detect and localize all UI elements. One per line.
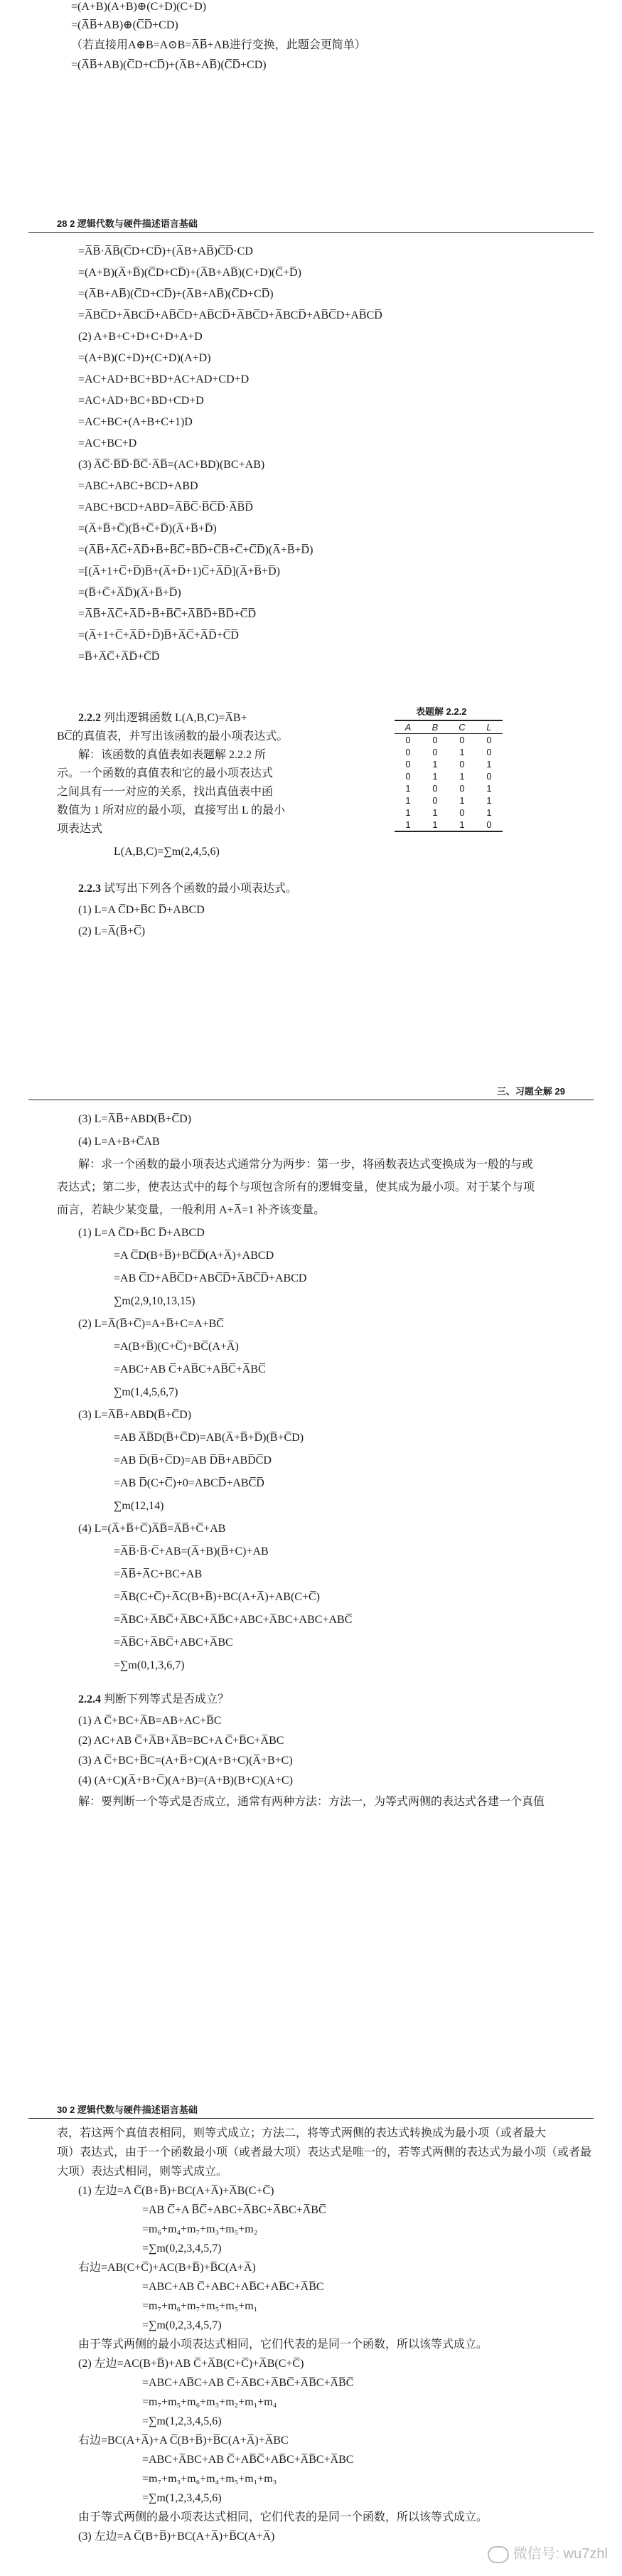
problem-line: [78, 1693, 229, 1707]
expr-line: =∑m(0,2,3,4,5,7): [142, 2242, 222, 2255]
problem-text: 判断下列等式是否成立？: [104, 1693, 230, 1705]
answer-line: 解：要判断一个等式是否成立，通常有两种方法：方法一，为等式两侧的表达式各建一个真值: [78, 1796, 545, 1808]
truth-table-cell: 0: [459, 735, 465, 745]
truth-table-cell: 0: [432, 783, 438, 794]
problem-text: 试写出下列各个函数的最小项表达式。: [104, 883, 298, 895]
expr-line: =ABC+AB C̅+ABC+AB̅C+AB̅C+A̅B̅C: [142, 2281, 324, 2293]
page-header: 28 2 逻辑代数与硬件描述语言基础: [57, 218, 198, 229]
expr-line: =∑m(0,2,3,4,5,7): [142, 2319, 222, 2331]
truth-table-row: [395, 746, 503, 758]
expr-line: =[(A̅+1+C̅+D̅)B̅+(A̅+D̅+1)C̅+A̅D̅](A̅+B̅+D̅): [78, 565, 280, 578]
truth-table-cell: 0: [432, 795, 438, 806]
expr-line: (2) L=A̅(B̅+C̅)=A+B̅+C=A+BC̅: [78, 1318, 224, 1330]
expr-line: =AC+AD+BC+BD+CD+D: [78, 395, 204, 407]
expr-line: (1) 左边=A C̅(B+B̅)+BC(A+A̅)+A̅B(C+C̅): [78, 2185, 274, 2197]
header-c: C: [449, 720, 476, 734]
expr-line: 表达式；第二步，使表达式中的每个与项包含所有的逻辑变量，使其成为最小项。对于某个与项: [57, 1181, 535, 1193]
expr-line: =ABC+AB C̅+AB̅C+AB̅C̅+A̅BC̅: [114, 1363, 266, 1375]
expr-line: =A̅BC+A̅BC̅+A̅BC+A̅B̅C+ABC+A̅BC+ABC+ABC̅: [114, 1614, 353, 1626]
expr-line: 右边=AB(C+C̅)+AC(B+B̅)+B̅C(A+A̅): [78, 2262, 256, 2274]
expr-line: =ABC+BCD+ABD=A̅B̅C̅·B̅C̅D̅·A̅B̅D̅: [78, 501, 253, 513]
expr-line: =∑m(1,2,3,4,5,6): [142, 2492, 222, 2504]
truth-table-cell: 0: [432, 735, 438, 745]
truth-table-cell: 0: [432, 747, 438, 757]
answer-line: 数值为 1 所对应的最小项，直接写出 L 的最小: [57, 804, 286, 816]
page-header: 三、习题全解 29: [496, 1086, 565, 1097]
header-b: B: [422, 720, 449, 734]
answer-expr: L(A,B,C)=∑m(2,4,5,6): [114, 846, 220, 858]
truth-table-cell: 1: [405, 783, 411, 794]
expr-line: 由于等式两侧的最小项表达式相同，它们代表的是同一个函数，所以该等式成立。: [78, 2338, 488, 2351]
expr-line: 而言，若缺少某变量，一般利用 A+A̅=1 补齐该变量。: [57, 1204, 326, 1216]
problem-text: 列出逻辑函数 L(A,B,C)=A̅B+: [104, 712, 247, 724]
answer-line: 示。一个函数的真值表和它的最小项表达式: [57, 767, 274, 779]
problem-number: 2.2.3: [78, 883, 101, 895]
expr-line: =(A̅+B̅+C̅)(B̅+C̅+D̅)(A̅+B̅+D̅): [78, 523, 217, 535]
expr-line: =(B̅+C̅+A̅D̅)(A̅+B̅+D̅): [78, 587, 181, 599]
truth-table-cell: 1: [405, 795, 411, 806]
expr-line: (4) L=(A̅+B̅+C̅)A̅B̅=A̅B̅+C̅+AB: [78, 1523, 226, 1535]
sub-question: (1) A C̅+BC+A̅B=AB+AC+B̅C: [78, 1715, 222, 1727]
expr-line: =AC+BC+(A+B+C+1)D: [78, 416, 193, 428]
truth-table-cell: 0: [486, 771, 492, 782]
expr-line: =(A̅B̅+A̅C̅+A̅D̅+B̅+B̅C̅+B̅D̅+C̅B̅+C̅+C̅D̅)(A̅+B̅+D̅): [78, 544, 313, 556]
truth-table-cell: 1: [449, 819, 476, 831]
expr-line: =(A+B)(C+D)+(C+D)(A+D): [78, 352, 211, 364]
truth-table: [395, 720, 503, 832]
answer-line: 项表达式: [57, 823, 103, 835]
truth-table-cell: 0: [459, 807, 465, 818]
answer-line: 解：该函数的真值表如表题解 2.2.2 所: [78, 749, 267, 761]
expr-line: =A(B+B̅)(C+C̅)+BC̅(A+A̅): [114, 1341, 239, 1353]
expr-line: =∑m(1,2,3,4,5,6): [142, 2415, 222, 2427]
page-30: [0, 2098, 622, 2576]
truth-table-cell: 1: [459, 771, 465, 782]
expr-line: =AB C̅+A B̅C̅+ABC+A̅BC+A̅BC+A̅BC̅: [142, 2204, 326, 2216]
expr-line: 表，若这两个真值表相同，则等式成立；方法二，将等式两侧的表达式转换成为最小项（或者最大: [57, 2127, 547, 2139]
sub-question: (2) AC+AB C̅+A̅B+A̅B=BC+A C̅+B̅C+A̅BC: [78, 1735, 284, 1747]
page-29: [0, 1067, 622, 1814]
problem-number: 2.2.4: [78, 1693, 101, 1705]
header-l: L: [476, 720, 503, 734]
sub-question: (2) L=A̅(B̅+C̅): [78, 925, 146, 937]
problem-line: [78, 711, 247, 725]
expr-line: 右边=BC(A+A̅)+A C̅(B+B̅)+B̅C(A+A̅)+A̅BC: [78, 2434, 289, 2447]
truth-table-row: [395, 770, 503, 782]
truth-table-cell: 1: [432, 771, 438, 782]
truth-table-cell: 1: [422, 819, 449, 831]
expr-line: (2) 左边=AC(B+B̅)+AB C̅+A̅B(C+C̅)+A̅B(C+C̅): [78, 2358, 304, 2370]
truth-table-row: [395, 794, 503, 807]
truth-table-cell: 1: [432, 807, 438, 818]
expr-line: =(A+B)(A+B)⊕(C+D)(C+D): [71, 1, 207, 13]
expr-line: ∑m(2,9,10,13,15): [114, 1295, 195, 1307]
expr-line: =A̅B̅+A̅C̅+A̅D̅+B̅+B̅C̅+A̅B̅D̅+B̅D̅+C̅D̅: [78, 608, 256, 620]
header-a: A: [395, 720, 422, 734]
expr-line: =B̅+A̅C̅+A̅D̅+C̅D̅: [78, 651, 160, 663]
wechat-icon: [488, 2546, 509, 2563]
page-header: 30 2 逻辑代数与硬件描述语言基础: [57, 2104, 198, 2115]
expr-line: =A̅B̅+A̅C+BC+AB: [114, 1568, 203, 1580]
expr-line: =A̅B̅·B̅·C̅+AB=(A̅+B)(B̅+C)+AB: [114, 1545, 269, 1558]
truth-table-row: [395, 819, 503, 831]
expr-line: =A̅B(C+C̅)+A̅C(B+B̅)+BC(A+A̅)+AB(C+C̅): [114, 1591, 320, 1603]
expr-line: =AC+AD+BC+BD+AC+AD+CD+D: [78, 373, 250, 385]
expr-line: =(A̅B+AB̅)(C̅D+CD̅)+(A̅B+AB̅)(C̅D+CD̅): [78, 288, 274, 300]
truth-table-cell: 1: [486, 795, 492, 806]
expr-line: 大项）表达式相同，则等式成立。: [57, 2166, 228, 2178]
truth-table-cell: 0: [459, 759, 465, 770]
expr-line: =AB C̅D+AB̅C̅D+ABC̅D̅+A̅BC̅D̅+ABCD: [114, 1272, 307, 1284]
page-fragment-top: [0, 0, 622, 100]
truth-table-row: [395, 758, 503, 770]
truth-table-cell: 1: [486, 759, 492, 770]
expr-line: =(A̅+1+C̅+A̅D̅+D̅)B̅+A̅C̅+A̅D̅+C̅D̅: [78, 629, 239, 642]
answer-line: 之间具有一一对应的关系，找出真值表中函: [57, 786, 274, 798]
expr-line: 项）表达式，由于一个函数最小项（或者最大项）表达式是唯一的，若等式两侧的表达式为最小项（或者最: [57, 2146, 592, 2159]
expr-line: 由于等式两侧的最小项表达式相同，它们代表的是同一个函数，所以该等式成立。: [78, 2511, 488, 2523]
expr-line: =(A̅B̅+AB)(C̅D+CD̅)+(A̅B+AB̅)(C̅D̅+CD): [71, 59, 267, 71]
truth-table-cell: 0: [405, 771, 411, 782]
header-rule: [28, 2118, 594, 2119]
expr-line: =A̅B̅·A̅B̅(C̅D+CD̅)+(A̅B+AB̅)C̅D̅·CD: [78, 245, 253, 257]
expr-line: =ABC+AB̅C+AB C̅+A̅BC+A̅BC̅+A̅B̅C+A̅B̅C̅: [142, 2377, 354, 2389]
truth-table-cell: 1: [486, 783, 492, 794]
sub-question: (3) A C̅+BC+B̅C=(A+B̅+C)(A+B+C)(A̅+B+C): [78, 1755, 293, 1767]
truth-table-header: [395, 720, 503, 734]
problem-line: BC̅的真值表，并写出该函数的最小项表达式。: [57, 730, 289, 743]
expr-line: (1) L=A C̅D+B̅C D̅+ABCD: [78, 1227, 205, 1239]
truth-table-cell: 0: [459, 783, 465, 794]
expr-line: =ABC+ABC+BCD+ABD: [78, 480, 198, 492]
expr-line: =A C̅D(B+B̅)+BC̅D̅(A+A̅)+ABCD: [114, 1250, 274, 1262]
expr-line: 解：求一个函数的最小项表达式通常分为两步：第一步，将函数表达式变换成为一般的与或: [78, 1159, 534, 1171]
expr-line: =AC+BC+D: [78, 437, 137, 449]
expr-line: (3) A̅C̅·B̅D̅·B̅C̅·A̅B̅=(AC+BD)(BC+AB): [78, 459, 265, 471]
truth-table-cell: 0: [476, 819, 503, 831]
truth-table-row: [395, 782, 503, 794]
truth-table-cell: 0: [405, 759, 411, 770]
expr-line: =m₇+m₆+m₇+m₅+m₅+m₁: [142, 2300, 258, 2312]
truth-table-cell: 0: [486, 747, 492, 757]
truth-table-cell: 0: [405, 735, 411, 745]
truth-table-cell: 0: [486, 735, 492, 745]
expr-line: =m₇+m₃+m₆+m₄+m₅+m₁+m₃: [142, 2473, 277, 2485]
truth-table-row: [395, 807, 503, 819]
expr-line: (2) A+B+C+D+C+D+A+D: [78, 331, 203, 343]
expr-line: =m₆+m₄+m₇+m₃+m₅+m₂: [142, 2223, 258, 2235]
truth-table-cell: 1: [459, 795, 465, 806]
expr-line: (4) L=A+B+C̅AB: [78, 1136, 160, 1148]
expr-line: (3) 左边=A C̅(B+B̅)+BC(A+A̅)+B̅C(A+A̅): [78, 2530, 275, 2543]
sub-question: (4) (A+C)(A̅+B+C̅)(A+B)=(A+B)(B+C)(A+C): [78, 1774, 293, 1787]
truth-table-cell: 1: [432, 759, 438, 770]
expr-line: (3) L=A̅B̅+ABD(B̅+C̅D): [78, 1409, 192, 1421]
truth-table-cell: 1: [405, 807, 411, 818]
expr-line: ∑m(12,14): [114, 1500, 164, 1512]
expr-line: (3) L=A̅B̅+ABD(B̅+C̅D): [78, 1113, 192, 1125]
watermark-text: 微信号: wu7zhl: [513, 2546, 608, 2562]
problem-number: 2.2.2: [78, 712, 101, 724]
expr-line: =m₇+m₅+m₆+m₃+m₂+m₁+m₄: [142, 2396, 277, 2408]
page-28: [0, 213, 622, 1010]
watermark: [488, 2542, 608, 2563]
expr-line: =ABC+A̅BC+AB C̅+AB̅C̅+AB̅C+A̅B̅C+A̅BC: [142, 2454, 354, 2466]
truth-table-cell: 0: [405, 747, 411, 757]
expr-line: =AB A̅B̅D(B̅+C̅D)=AB(A̅+B̅+D̅)(B̅+C̅D): [114, 1432, 304, 1444]
expr-line: =A̅BC̅D+A̅BCD̅+AB̅C̅D+AB̅CD̅+A̅BC̅D+A̅BCD̅+AB̅C̅D+AB̅CD̅: [78, 309, 382, 321]
truth-table-cell: 1: [459, 747, 465, 757]
expr-line: ∑m(1,4,5,6,7): [114, 1386, 178, 1398]
table-caption: 表题解 2.2.2: [416, 706, 467, 717]
expr-line: =AB D̅(B̅+C̅D)=AB D̅B̅+ABD̅C̅D: [114, 1454, 272, 1467]
expr-line: =∑m(0,1,3,6,7): [114, 1659, 185, 1671]
problem-line: [78, 882, 297, 896]
expr-line: =(A̅B̅+AB)⊕(C̅D̅+CD): [71, 19, 178, 31]
note-line: （若直接用A⊕B=A⊙B=A̅B̅+AB进行变换，此题会更简单）: [71, 39, 366, 51]
truth-table-cell: 1: [395, 819, 422, 831]
truth-table-cell: 1: [486, 807, 492, 818]
sub-question: (1) L=A C̅D+B̅C D̅+ABCD: [78, 904, 205, 916]
header-rule: [28, 232, 594, 233]
expr-line: =(A+B)(A̅+B̅)(C̅D+CD̅)+(A̅B+AB̅)(C+D)(C̅+D̅): [78, 267, 301, 279]
truth-table-row: [395, 734, 503, 747]
expr-line: =A̅B̅C+A̅BC̅+ABC+A̅BC: [114, 1636, 233, 1649]
expr-line: =AB D̅(C+C̅)+0=ABCD̅+ABC̅D̅: [114, 1477, 264, 1489]
